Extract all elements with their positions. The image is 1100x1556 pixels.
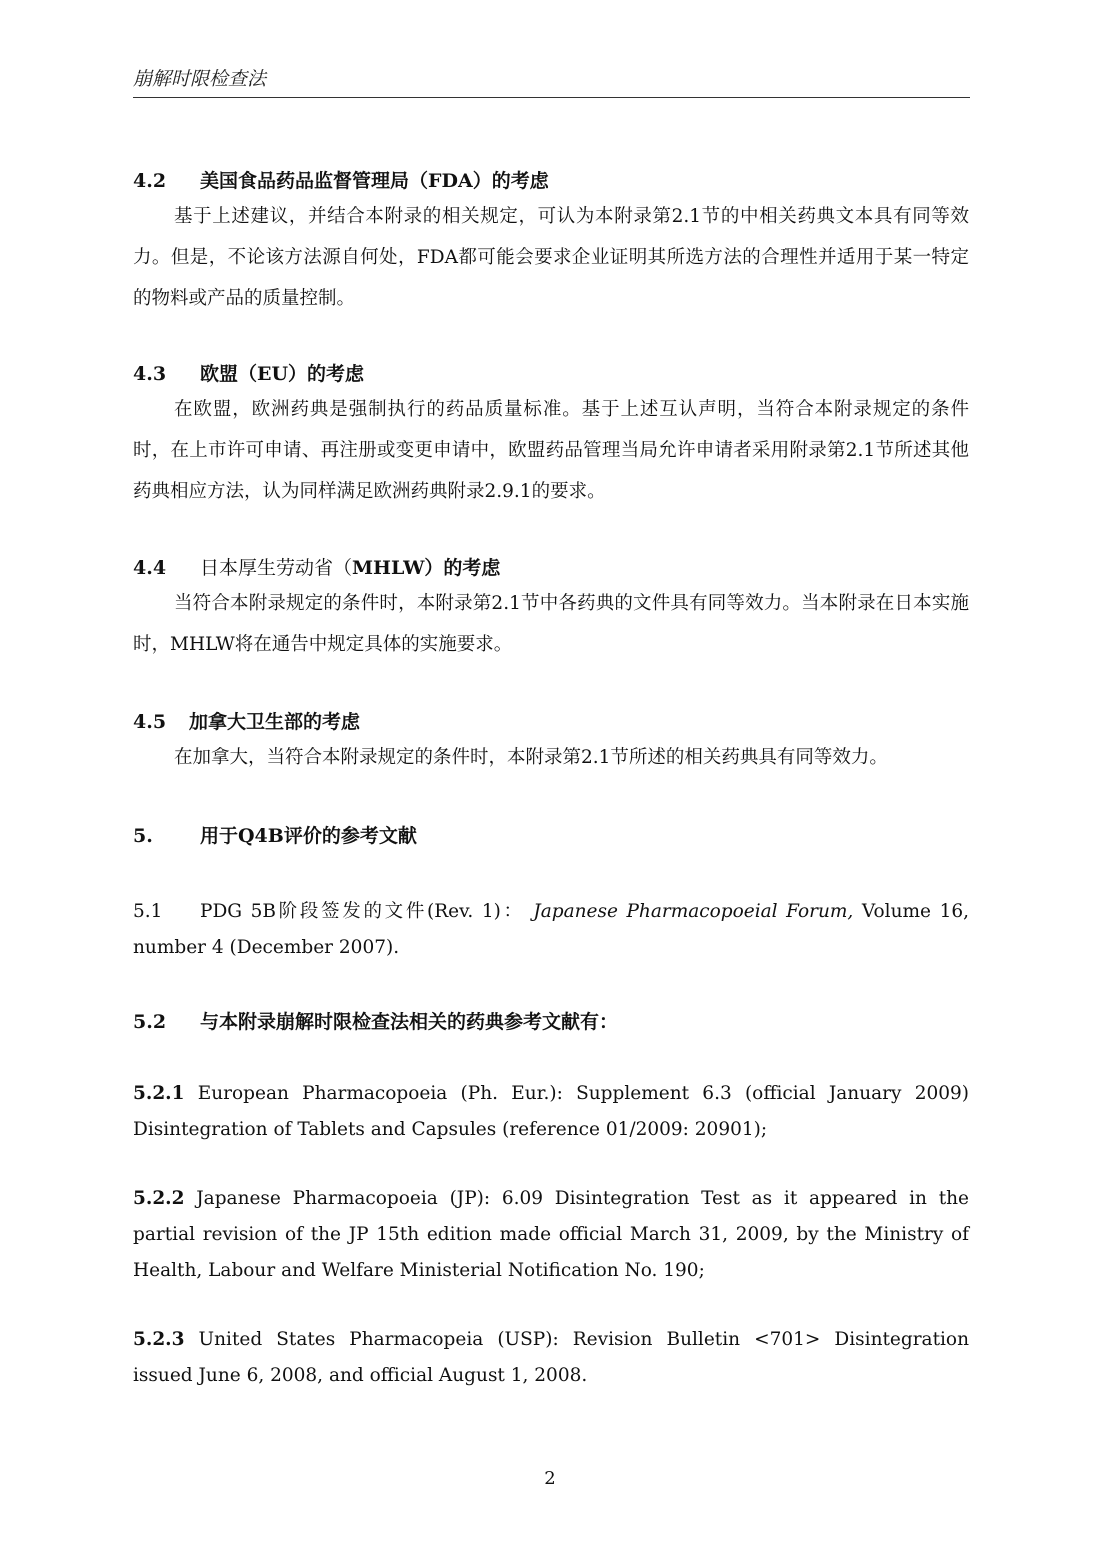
reference-part-a: PDG 5B阶段签发的文件(Rev. 1)：: [200, 901, 534, 922]
section-4-4: [133, 553, 969, 665]
reference-part-b: Volume 16, number 4 (December 2007).: [133, 901, 969, 958]
reference-body: Japanese Pharmacopoeia (JP): 6.09 Disintegration Test as it appeared in the partial revision of the JP 15th edition made official March 31, 2009, by the Ministry of Health, Labour and Welfare Ministerial Notification No. 190;: [133, 1188, 969, 1281]
section-4-3: [133, 359, 969, 512]
reference-journal: Japanese Pharmacopoeial Forum,: [533, 901, 854, 922]
section-title: 欧盟（EU）的考虑: [200, 363, 365, 385]
section-heading: [133, 553, 969, 583]
reference-text: [133, 1076, 969, 1148]
section-number: 4.2: [133, 170, 167, 192]
section-title: 加拿大卫生部的考虑: [189, 711, 361, 733]
section-number: 4.4: [133, 557, 167, 579]
section-number: 5.2: [133, 1011, 167, 1033]
section-heading: [133, 1007, 969, 1037]
section-body: 在欧盟，欧洲药典是强制执行的药品质量标准。基于上述互认声明，当符合本附录规定的条件时，在上市许可申请、再注册或变更申请中，欧盟药品管理当局允许申请者采用附录第2.1节所述其他药典相应方法，认为同样满足欧洲药典附录2.9.1的要求。: [133, 399, 969, 502]
section-body: 当符合本附录规定的条件时，本附录第2.1节中各药典的文件具有同等效力。当本附录在日本实施时，MHLW将在通告中规定具体的实施要求。: [133, 593, 969, 655]
section-number: 5.1: [133, 901, 163, 922]
reference-text: [133, 1181, 969, 1289]
section-title-part-a: 日本厚生劳动省（: [200, 557, 353, 579]
section-4-2: [133, 166, 969, 319]
reference-5-2-2: [133, 1181, 969, 1289]
reference-body: United States Pharmacopeia (USP): Revision Bulletin <701> Disintegration issued June 6, 2008, and official August 1, 2008.: [133, 1329, 969, 1386]
reference-number: 5.2.2: [133, 1188, 185, 1209]
section-4-5: [133, 707, 969, 778]
page-number: 2: [544, 1468, 556, 1489]
running-header: 崩解时限检查法: [133, 68, 267, 90]
reference-5-2-3: [133, 1322, 969, 1394]
section-heading: [133, 166, 969, 196]
section-number: 4.5: [133, 711, 167, 733]
section-title-part-b: MHLW）的考虑: [352, 557, 501, 579]
section-body: 基于上述建议，并结合本附录的相关规定，可认为本附录第2.1节的中相关药典文本具有同等效力。但是，不论该方法源自何处，FDA都可能会要求企业证明其所选方法的合理性并适用于某一特定的物料或产品的质量控制。: [133, 206, 969, 309]
section-title: 用于Q4B评价的参考文献: [200, 825, 417, 847]
section-5-1: [133, 894, 969, 966]
reference-body: European Pharmacopoeia (Ph. Eur.): Supplement 6.3 (official January 2009) Disintegration of Tablets and Capsules (reference 01/2009: 20901);: [133, 1083, 969, 1140]
section-body: 在加拿大，当符合本附录规定的条件时，本附录第2.1节所述的相关药典具有同等效力。: [174, 747, 888, 768]
section-title: 与本附录崩解时限检查法相关的药典参考文献有：: [200, 1011, 619, 1033]
section-heading: [133, 821, 969, 851]
reference-5-2-1: [133, 1076, 969, 1148]
section-title: 美国食品药品监督管理局（FDA）的考虑: [200, 170, 549, 192]
section-title: [200, 557, 500, 579]
section-5: [133, 821, 969, 851]
reference-number: 5.2.3: [133, 1329, 185, 1350]
reference-text: [133, 894, 969, 966]
section-number: 5.: [133, 825, 153, 847]
section-number: 4.3: [133, 363, 167, 385]
reference-number: 5.2.1: [133, 1083, 185, 1104]
section-heading: [133, 359, 969, 389]
reference-text: [133, 1322, 969, 1394]
header-rule: [133, 97, 970, 98]
section-heading: [133, 707, 969, 737]
section-5-2: [133, 1007, 969, 1037]
